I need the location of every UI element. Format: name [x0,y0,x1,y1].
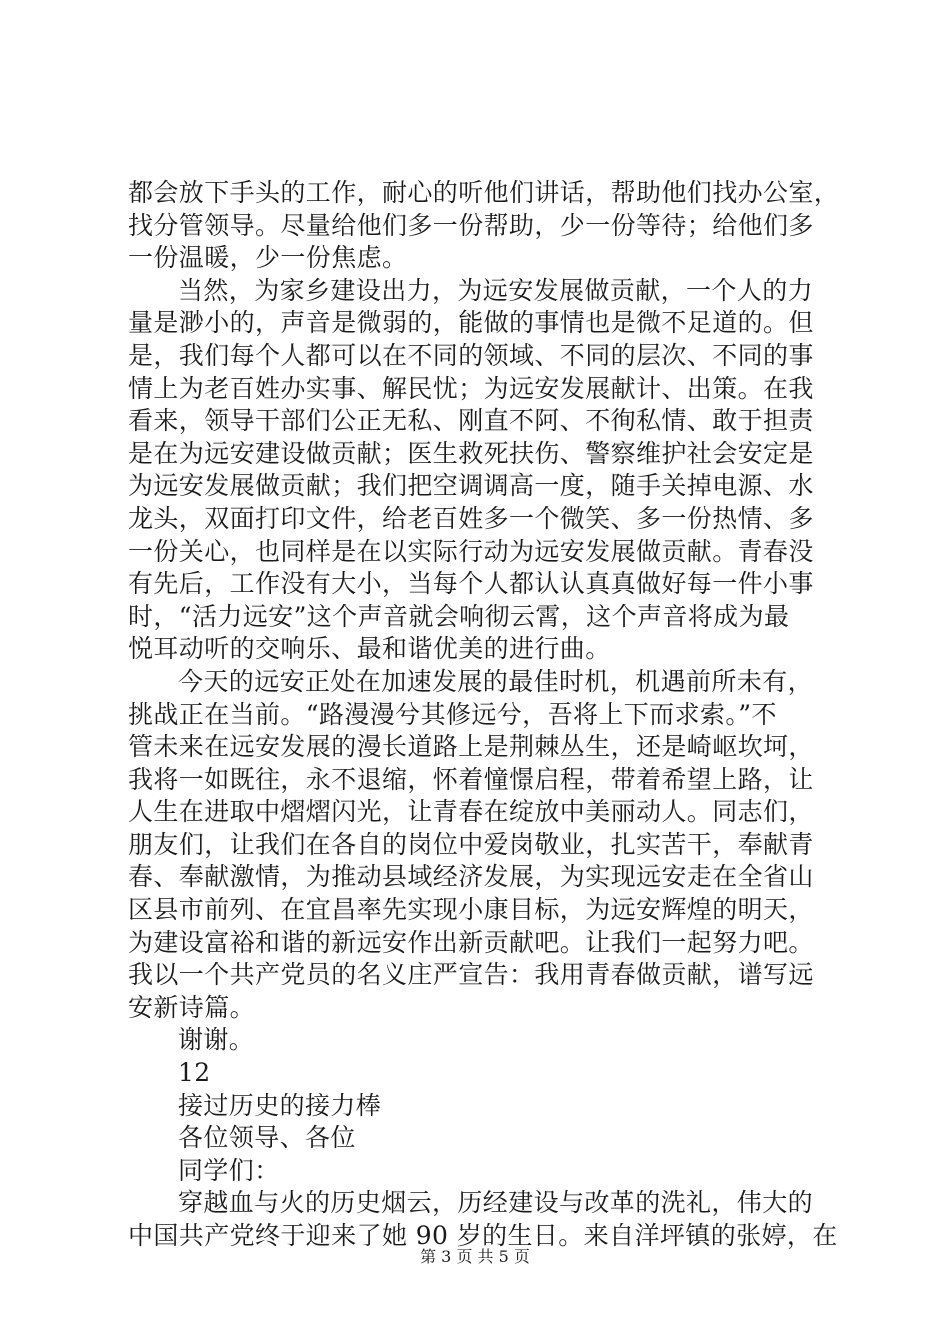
text-line: 一份关心，也同样是在以实际行动为远安发展做贡献。青春没 [128,536,814,566]
text-line: 同学们： [178,1155,280,1185]
text-line: 各位领导、各位 [178,1123,356,1153]
text-line: 朋友们，让我们在各自的岗位中爱岗敬业，扎实苦干，奉献青 [128,829,814,859]
text-line: 谢谢。 [178,1025,255,1055]
text-line: 量是渺小的，声音是微弱的，能做的事情也是微不足道的。但 [128,308,814,338]
text-line: 中国共产党终于迎来了她 90 岁的生日。来自洋坪镇的张婷，在 [128,1221,838,1250]
text-line: 都会放下手头的工作，耐心的听他们讲话，帮助他们找办公室， [128,178,840,207]
text-line: 安新诗篇。 [128,992,256,1022]
text-line: 为远安发展做贡献；我们把空调调高一度，随手关掉电源、水 [128,471,814,501]
text-line: 龙头，双面打印文件，给老百姓多一个微笑、多一份热情、多 [128,503,814,533]
document-body [128,177,840,1253]
text-line: 是在为远安建设做贡献；医生救死扶伤、警察维护社会安定是 [128,438,814,468]
text-line: 当然，为家乡建设出力，为远安发展做贡献，一个人的力 [178,275,814,305]
text-line: 春、奉献激情，为推动县域经济发展，为实现远安走在全省山 [128,862,814,892]
text-line: 是，我们每个人都可以在不同的领域、不同的层次、不同的事 [128,340,814,370]
text-line: 找分管领导。尽量给他们多一份帮助，少一份等待；给他们多 [128,210,814,240]
text-line: 我以一个共产党员的名义庄严宣告：我用青春做贡献，谱写远 [128,960,814,990]
text-line: 时，“活力远安”这个声音就会响彻云霄，这个声音将成为最 [128,601,790,631]
text-line: 一份温暖，少一份焦虑。 [128,243,408,273]
text-line: 情上为老百姓办实事、解民忧；为远安发展献计、出策。在我 [128,373,814,403]
text-line: 我将一如既往，永不退缩，怀着憧憬启程，带着希望上路，让 [128,764,814,794]
text-line: 有先后，工作没有大小，当每个人都认认真真做好每一件小事 [128,569,814,599]
text-line: 区县市前列、在宜昌率先实现小康目标，为远安辉煌的明天， [128,895,814,925]
text-line: 为建设富裕和谐的新远安作出新贡献吧。让我们一起努力吧。 [128,927,814,957]
text-line: 今天的远安正处在加速发展的最佳时机，机遇前所未有， [178,666,814,696]
text-line: 人生在进取中熠熠闪光，让青春在绽放中美丽动人。同志们， [128,797,814,827]
text-line: 管未来在远安发展的漫长道路上是荆棘丛生，还是崎岖坎坷， [128,732,814,762]
text-line: 穿越血与火的历史烟云，历经建设与改革的洗礼，伟大的 [178,1188,814,1218]
text-line: 看来，领导干部们公正无私、刚直不阿、不徇私情、敢于担责 [128,406,814,436]
text-line: 12 [178,1058,211,1088]
text-line: 悦耳动听的交响乐、最和谐优美的进行曲。 [128,634,611,664]
text-line: 接过历史的接力棒 [178,1090,382,1120]
text-line: 挑战正在当前。“路漫漫兮其修远兮，吾将上下而求索。”不 [128,699,777,729]
page-footer: 第 3 页 共 5 页 [420,1247,530,1266]
